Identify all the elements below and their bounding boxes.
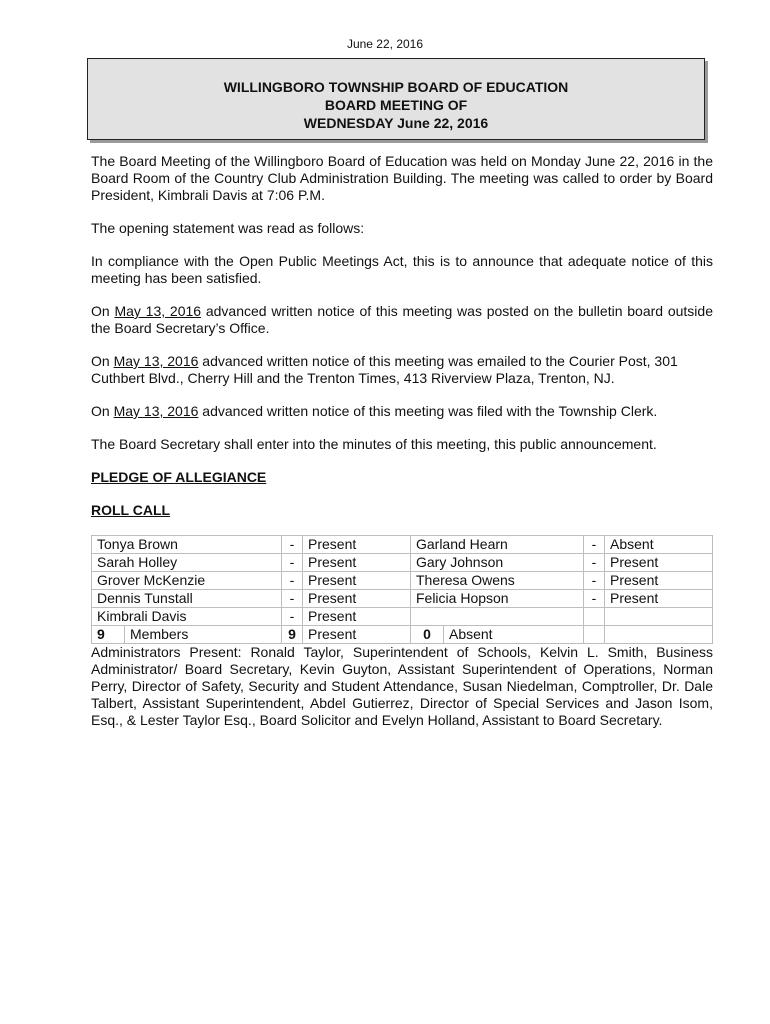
table-row [92, 590, 713, 608]
table-row [92, 572, 713, 590]
posted-prefix: On [91, 303, 115, 319]
member-status [605, 608, 713, 626]
empty-cell [605, 626, 713, 644]
filed-paragraph [91, 403, 713, 420]
separator-dash: - [584, 590, 605, 608]
member-status: Present [605, 590, 713, 608]
separator-dash: - [282, 590, 303, 608]
empty-cell [584, 626, 605, 644]
member-status: Present [303, 590, 411, 608]
member-name: Garland Hearn [410, 536, 583, 554]
member-name: Dennis Tunstall [92, 590, 282, 608]
member-name: Felicia Hopson [410, 590, 583, 608]
member-status: Absent [605, 536, 713, 554]
roll-call-heading: ROLL CALL [91, 502, 171, 518]
pledge-heading: PLEDGE OF ALLEGIANCE [91, 469, 267, 485]
member-status: Present [303, 572, 411, 590]
separator-dash: - [282, 608, 303, 626]
table-row [92, 536, 713, 554]
members-label: Members [125, 626, 282, 644]
present-count: 9 [282, 626, 303, 644]
member-name [410, 608, 583, 626]
title-line-3: WEDNESDAY June 22, 2016 [303, 115, 489, 131]
table-row [92, 554, 713, 572]
member-name: Sarah Holley [92, 554, 282, 572]
compliance-paragraph: In compliance with the Open Public Meetings Act, this is to announce that adequate notice of this meeting has been satisfied. [91, 253, 713, 286]
emailed-text: advanced written notice of this meeting was emailed to the Courier Post, 301 Cuthbert Blvd., Cherry Hill and the Trenton Times, 413 Riverview Plaza, Trenton, NJ. [91, 353, 678, 386]
title-box [87, 58, 705, 140]
emailed-paragraph [91, 353, 713, 387]
separator-dash: - [282, 572, 303, 590]
title-line-1: WILLINGBORO TOWNSHIP BOARD OF EDUCATION [223, 79, 569, 95]
separator-dash: - [584, 572, 605, 590]
separator-dash [584, 608, 605, 626]
filed-text: advanced written notice of this meeting was filed with the Township Clerk. [198, 403, 658, 419]
present-label: Present [303, 626, 411, 644]
member-status: Present [303, 536, 411, 554]
filed-date: May 13, 2016 [113, 403, 199, 419]
header-date: June 22, 2016 [346, 37, 424, 51]
title-line-2: BOARD MEETING OF [324, 97, 468, 113]
member-status: Present [303, 554, 411, 572]
member-name: Theresa Owens [410, 572, 583, 590]
posted-paragraph [91, 303, 713, 337]
administrators-paragraph: Administrators Present: Ronald Taylor, Superintendent of Schools, Kelvin L. Smith, Business Administrator/ Board Secretary, Kevin Guyton, Assistant Superintendent of Operations, Norman Perry, Director of Safety, Security and Student Attendance, Susan Niedelman, Comptroller, Dr. Dale Talbert, Assistant Superintendent, Abdel Gutierrez, Director of Special Services and Jason Isom, Esq., & Lester Taylor Esq., Board Solicitor and Evelyn Holland, Assistant to Board Secretary. [91, 644, 713, 728]
posted-text: advanced written notice of this meeting was posted on the bulletin board outside the Board Secretary’s Office. [91, 303, 713, 336]
member-name: Kimbrali Davis [92, 608, 282, 626]
emailed-prefix: On [91, 353, 114, 369]
separator-dash: - [584, 554, 605, 572]
member-name: Gary Johnson [410, 554, 583, 572]
secretary-paragraph: The Board Secretary shall enter into the minutes of this meeting, this public announcement. [91, 436, 657, 452]
opening-paragraph: The opening statement was read as follows: [91, 220, 365, 236]
intro-paragraph: The Board Meeting of the Willingboro Board of Education was held on Monday June 22, 2016 in the Board Room of the Country Club Administration Building. The meeting was called to order by Board President, Kimbrali Davis at 7:06 P.M. [91, 153, 713, 203]
member-status: Present [605, 554, 713, 572]
member-name: Tonya Brown [92, 536, 282, 554]
filed-prefix: On [91, 403, 114, 419]
member-status: Present [605, 572, 713, 590]
member-name: Grover McKenzie [92, 572, 282, 590]
emailed-date: May 13, 2016 [113, 353, 199, 369]
roll-call-table [91, 535, 713, 644]
absent-count: 0 [410, 626, 443, 644]
separator-dash: - [282, 554, 303, 572]
totals-row [92, 626, 713, 644]
posted-date: May 13, 2016 [114, 303, 202, 319]
separator-dash: - [584, 536, 605, 554]
absent-label: Absent [443, 626, 583, 644]
separator-dash: - [282, 536, 303, 554]
members-count: 9 [92, 626, 125, 644]
member-status: Present [303, 608, 411, 626]
document-body [91, 153, 713, 745]
table-row [92, 608, 713, 626]
